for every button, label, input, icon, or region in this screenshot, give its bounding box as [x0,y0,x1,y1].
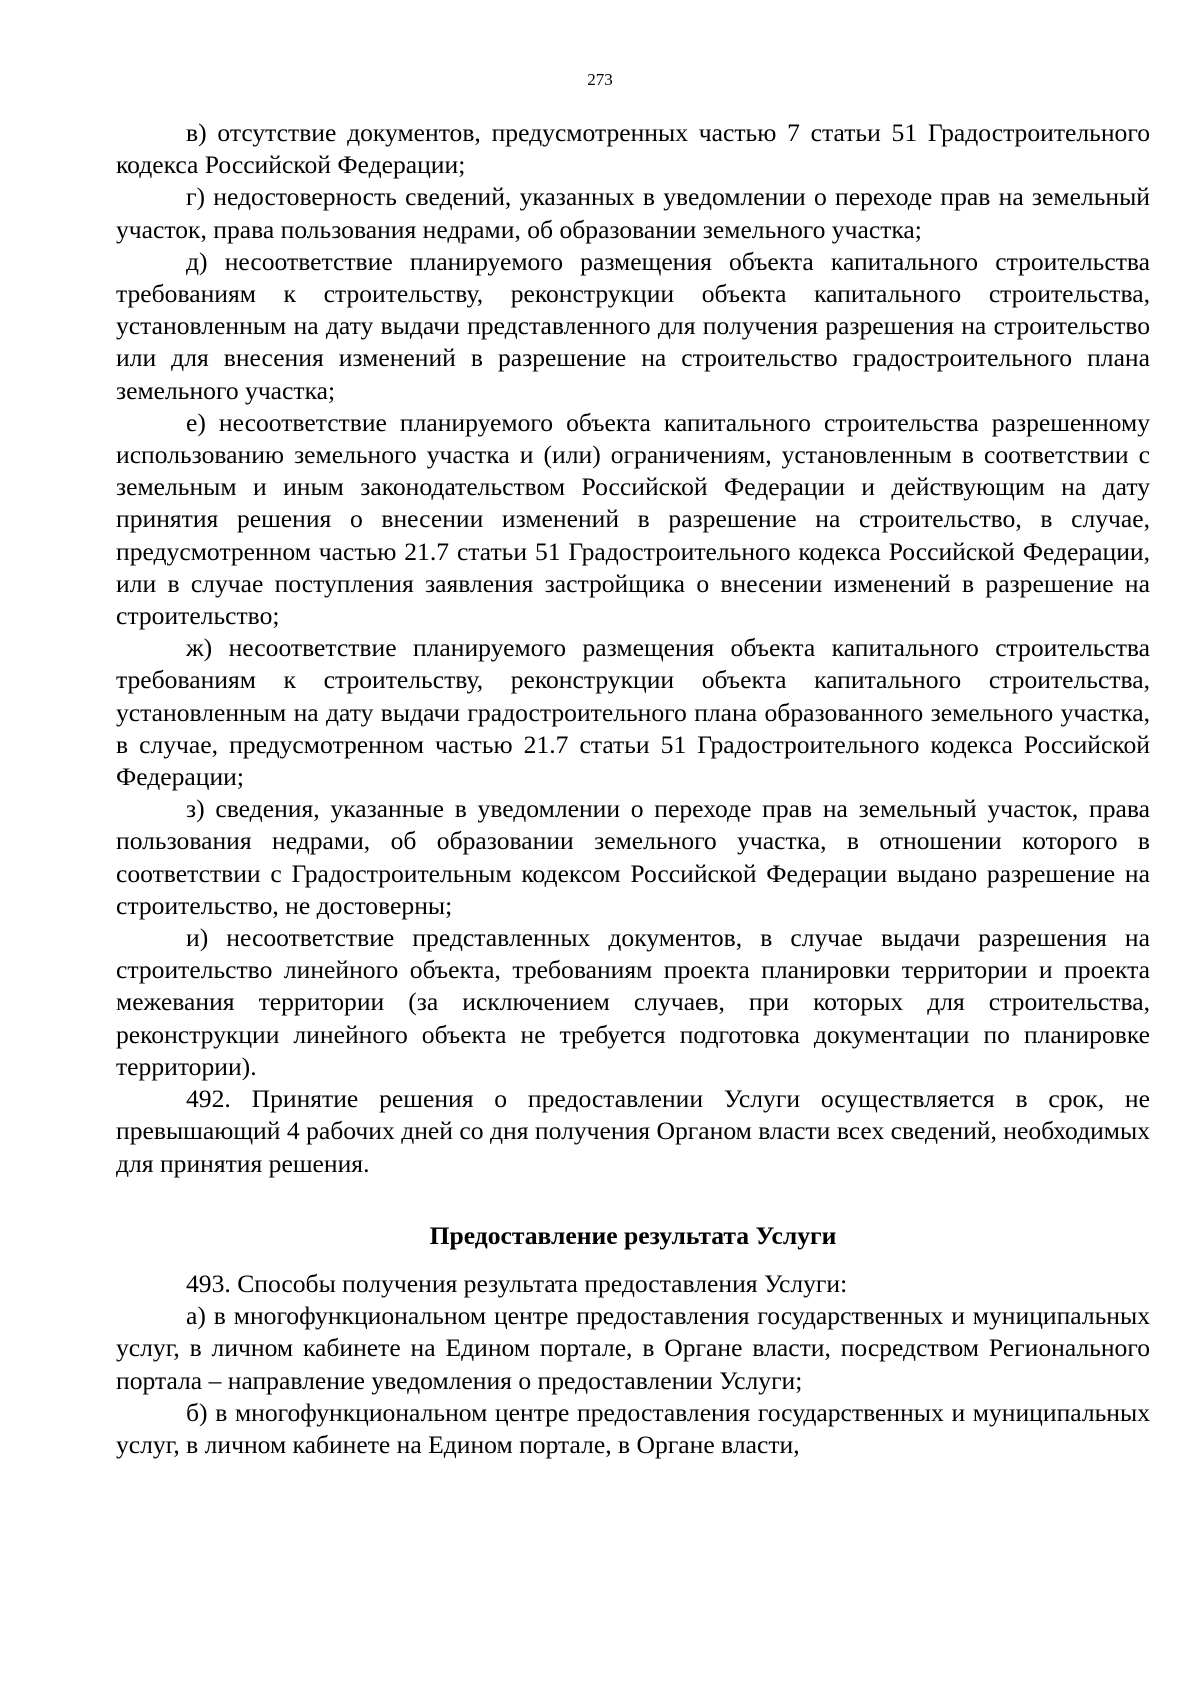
section-heading: Предоставление результата Услуги [429,1220,837,1250]
paragraph-v: в) отсутствие документов, предусмотренных частью 7 статьи 51 Градостроительного кодекса Российской Федерации; [116,118,1150,180]
paragraph-z: з) сведения, указанные в уведомлении о переходе прав на земельный участок, права пользования недрами, об образовании земельного участка, в отношении которого в соответствии с Градостроительным кодексом Российской Федерации выдано разрешение на строительство, не достоверны; [116,794,1150,920]
page-number: 273 [587,70,613,89]
paragraph-492: 492. Принятие решения о предоставлении Услуги осуществляется в срок, не превышающий 4 рабочих дней со дня получения Органом власти всех сведений, необходимых для принятия решения. [116,1084,1150,1178]
paragraph-i: и) несоответствие представленных документов, в случае выдачи разрешения на строительство линейного объекта, требованиям проекта планировки территории и проекта межевания территории (за исключением случаев, при которых для строительства, реконструкции линейного объекта не требуется подготовка документации по планировке территории). [116,923,1150,1081]
paragraph-g: г) недостоверность сведений, указанных в уведомлении о переходе прав на земельный участок, права пользования недрами, об образовании земельного участка; [116,182,1150,244]
paragraph-b: б) в многофункциональном центре предоставления государственных и муниципальных услуг, в личном кабинете на Едином портале, в Органе власти, [116,1397,1150,1459]
paragraph-a: а) в многофункциональном центре предоставления государственных и муниципальных услуг, в личном кабинете на Едином портале, в Органе власти, посредством Регионального портала – направление уведомления о предоставлении Услуги; [116,1301,1150,1395]
paragraph-zh: ж) несоответствие планируемого размещения объекта капитального строительства требованиям к строительству, реконструкции объекта капитального строительства, установленным на дату выдачи градостроительного плана образованного земельного участка, в случае, предусмотренном частью 21.7 статьи 51 Градостроительного кодекса Российской Федерации; [116,633,1150,792]
document-body [116,117,1150,1461]
paragraph-d: д) несоответствие планируемого размещения объекта капитального строительства требованиям к строительству, реконструкции объекта капитального строительства, установленным на дату выдачи представленного для получения разрешения на строительство или для внесения изменений в разрешение на строительство градостроительного плана земельного участка; [116,246,1150,405]
paragraph-e: е) несоответствие планируемого объекта капитального строительства разрешенному использованию земельного участка и (или) ограничениям, установленным в соответствии с земельным и иным законодательством Российской Федерации и действующим на дату принятия решения о внесении изменений в разрешение на строительство, в случае, предусмотренном частью 21.7 статьи 51 Градостроительного кодекса Российской Федерации, или в случае поступления заявления застройщика о внесении изменений в разрешение на строительство; [116,407,1150,631]
paragraph-493: 493. Способы получения результата предоставления Услуги: [186,1268,848,1298]
